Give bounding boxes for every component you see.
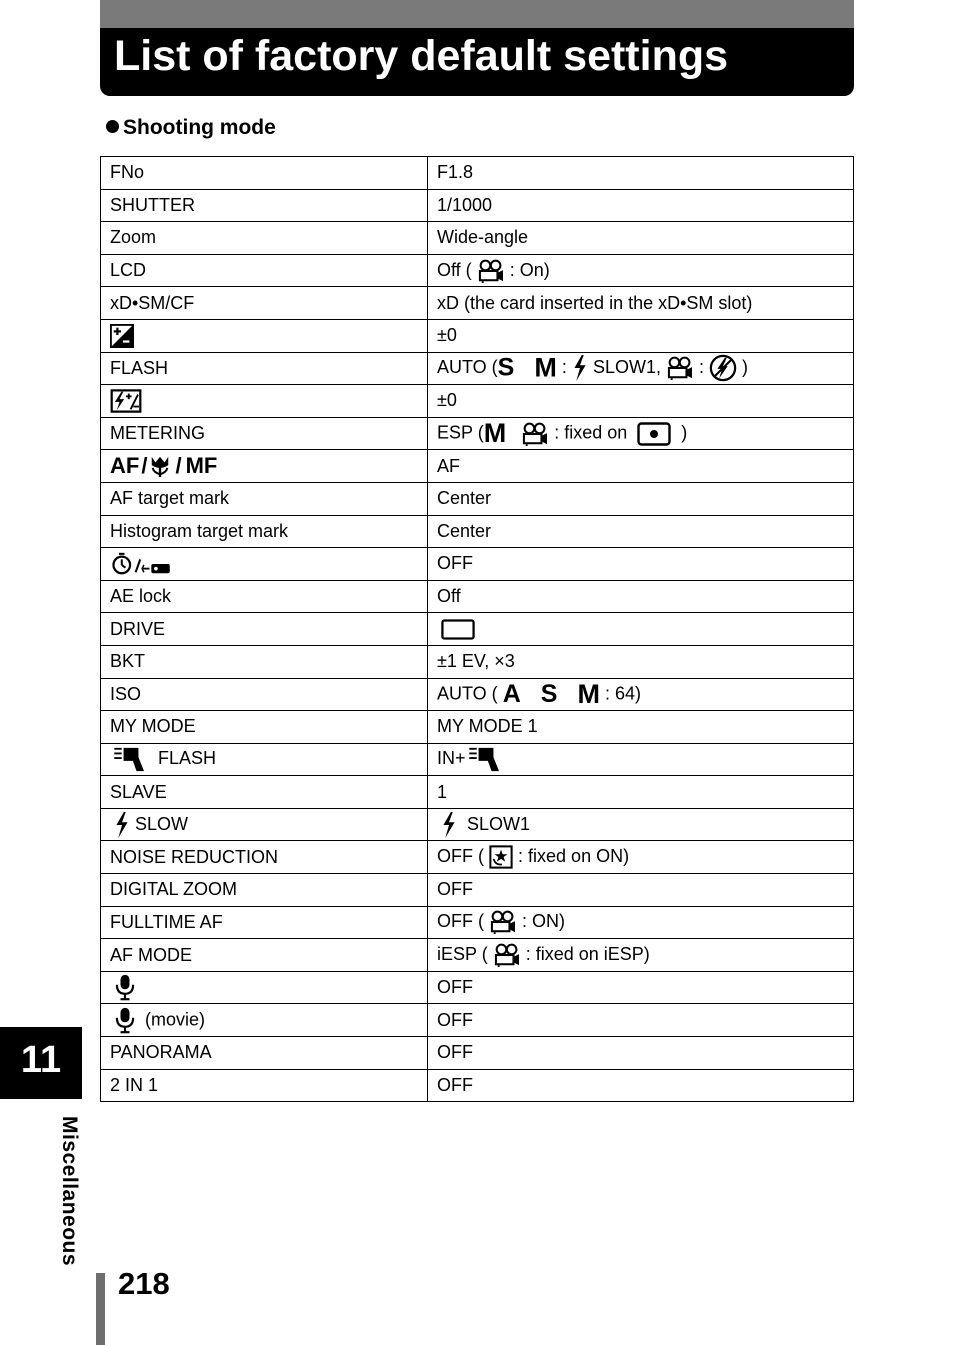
value-cell: F1.8 [428, 157, 854, 190]
setting-cell: LCD [101, 254, 428, 287]
value-text: iESP ( [437, 943, 488, 964]
value-cell: MY MODE 1 [428, 711, 854, 744]
table-row [101, 645, 854, 678]
table-row [101, 906, 854, 939]
separator: / [141, 453, 148, 479]
setting-cell: FLASH [101, 352, 428, 385]
value-cell: OFF [428, 1004, 854, 1037]
value-cell [428, 678, 854, 711]
external-flash-icon [469, 746, 503, 772]
value-cell [428, 939, 854, 972]
setting-cell: MY MODE [101, 711, 428, 744]
value-cell [428, 841, 854, 874]
value-cell [428, 613, 854, 646]
slow-sync-flash-icon [441, 812, 457, 838]
chapter-label: Miscellaneous [58, 1116, 81, 1267]
value-cell [428, 254, 854, 287]
setting-cell [101, 450, 428, 483]
table-row [101, 254, 854, 287]
table-row [101, 939, 854, 972]
setting-cell [101, 385, 428, 418]
mode-m-icon: M [483, 418, 507, 449]
flash-off-icon [709, 354, 737, 382]
value-cell: OFF [428, 971, 854, 1004]
external-flash-icon [114, 746, 148, 772]
exposure-compensation-icon [110, 324, 134, 348]
setting-text: FLASH [158, 748, 217, 769]
value-cell: ±0 [428, 385, 854, 418]
value-cell: 1/1000 [428, 189, 854, 222]
night-scene-icon [489, 845, 513, 869]
value-text: : ON) [522, 911, 566, 932]
table-row [101, 971, 854, 1004]
mode-s-icon: S [540, 679, 558, 708]
setting-cell: Histogram target mark [101, 515, 428, 548]
value-cell [428, 417, 854, 450]
setting-cell: DIGITAL ZOOM [101, 874, 428, 907]
value-text: Off ( [437, 259, 472, 280]
settings-table [100, 156, 854, 1102]
table-row [101, 417, 854, 450]
spot-metering-icon [637, 422, 671, 446]
mode-a-icon: A [502, 679, 521, 708]
value-cell: Center [428, 515, 854, 548]
value-text: ESP ( [437, 422, 484, 443]
setting-cell: FULLTIME AF [101, 906, 428, 939]
table-row [101, 385, 854, 418]
setting-cell [101, 971, 428, 1004]
value-text: SLOW1 [467, 813, 531, 834]
value-cell: Wide-angle [428, 222, 854, 255]
setting-cell: PANORAMA [101, 1037, 428, 1070]
table-row [101, 874, 854, 907]
mode-m-icon: M [534, 352, 557, 383]
mode-s-icon: S [497, 353, 515, 382]
value-cell: OFF [428, 1069, 854, 1102]
value-text: OFF ( [437, 846, 484, 867]
setting-cell: DRIVE [101, 613, 428, 646]
table-row [101, 678, 854, 711]
value-text: SLOW1, [592, 357, 661, 378]
self-timer-remote-icon [110, 552, 176, 576]
microphone-icon [115, 1007, 135, 1034]
value-cell: OFF [428, 1037, 854, 1070]
setting-cell: AE lock [101, 580, 428, 613]
value-cell: OFF [428, 548, 854, 581]
value-cell: ±0 [428, 319, 854, 352]
setting-cell: ISO [101, 678, 428, 711]
setting-cell: AF target mark [101, 482, 428, 515]
value-text: : [561, 357, 567, 378]
chapter-tab [0, 1027, 82, 1099]
section-heading [106, 116, 276, 140]
flash-intensity-icon [110, 389, 142, 413]
value-cell: Off [428, 580, 854, 613]
table-row [101, 157, 854, 190]
mf-label: MF [185, 453, 218, 479]
single-frame-icon [441, 619, 475, 640]
value-text: : [699, 357, 705, 378]
value-cell [428, 808, 854, 841]
table-row [101, 1004, 854, 1037]
setting-cell [101, 1004, 428, 1037]
page-number: 218 [118, 1266, 170, 1301]
value-cell: xD (the card inserted in the xD•SM slot) [428, 287, 854, 320]
table-row [101, 352, 854, 385]
table-row [101, 287, 854, 320]
value-text: IN+ [437, 748, 466, 769]
setting-cell: FNo [101, 157, 428, 190]
setting-cell: NOISE REDUCTION [101, 841, 428, 874]
movie-icon [521, 422, 549, 446]
value-cell [428, 906, 854, 939]
setting-cell: Zoom [101, 222, 428, 255]
table-row [101, 450, 854, 483]
table-row [101, 580, 854, 613]
setting-cell: METERING [101, 417, 428, 450]
af-label: AF [110, 453, 140, 479]
table-row [101, 743, 854, 776]
value-text: : On) [509, 259, 550, 280]
microphone-icon [115, 974, 135, 1001]
table-row [101, 1037, 854, 1070]
table-row [101, 841, 854, 874]
setting-cell: SHUTTER [101, 189, 428, 222]
value-text: : fixed on [554, 422, 628, 443]
slow-sync-flash-icon [572, 355, 588, 381]
page-number-bar [96, 1273, 105, 1345]
movie-icon [477, 259, 505, 283]
movie-icon [489, 910, 517, 934]
value-cell: Center [428, 482, 854, 515]
table-row [101, 776, 854, 809]
separator: / [175, 453, 182, 479]
mode-m-icon: M [577, 678, 600, 709]
table-row [101, 613, 854, 646]
setting-text: (movie) [145, 1008, 206, 1029]
table-row [101, 482, 854, 515]
value-text: : fixed on iESP) [525, 943, 650, 964]
setting-text: SLOW [135, 813, 189, 834]
table-row [101, 1069, 854, 1102]
setting-cell: BKT [101, 645, 428, 678]
value-text: ) [681, 422, 688, 443]
section-heading-text: Shooting mode [123, 116, 276, 139]
setting-cell: 2 IN 1 [101, 1069, 428, 1102]
value-text: AUTO ( [437, 683, 498, 704]
page-title: List of factory default settings [114, 32, 729, 80]
value-cell: OFF [428, 874, 854, 907]
setting-cell [101, 808, 428, 841]
table-row [101, 189, 854, 222]
value-text: ) [742, 357, 749, 378]
movie-icon [493, 943, 521, 967]
setting-cell [101, 743, 428, 776]
setting-cell: SLAVE [101, 776, 428, 809]
setting-cell: AF MODE [101, 939, 428, 972]
value-text: : 64) [604, 683, 642, 704]
chapter-number: 11 [20, 1039, 62, 1081]
table-row [101, 548, 854, 581]
slow-sync-flash-icon [114, 812, 130, 838]
setting-cell [101, 319, 428, 352]
setting-cell [101, 548, 428, 581]
value-cell: ±1 EV, ×3 [428, 645, 854, 678]
value-text: OFF ( [437, 911, 484, 932]
movie-icon [666, 356, 694, 380]
title-bar [100, 0, 854, 96]
value-cell [428, 352, 854, 385]
value-cell: 1 [428, 776, 854, 809]
title-bar-top-band [100, 0, 854, 28]
table-row [101, 319, 854, 352]
table-row [101, 222, 854, 255]
setting-cell: xD•SM/CF [101, 287, 428, 320]
bullet-icon [106, 120, 119, 133]
table-row [101, 808, 854, 841]
value-cell: AF [428, 450, 854, 483]
macro-icon [149, 454, 171, 478]
table-row [101, 711, 854, 744]
table-row [101, 515, 854, 548]
value-cell [428, 743, 854, 776]
value-text: AUTO ( [437, 357, 498, 378]
value-text: : fixed on ON) [518, 846, 630, 867]
